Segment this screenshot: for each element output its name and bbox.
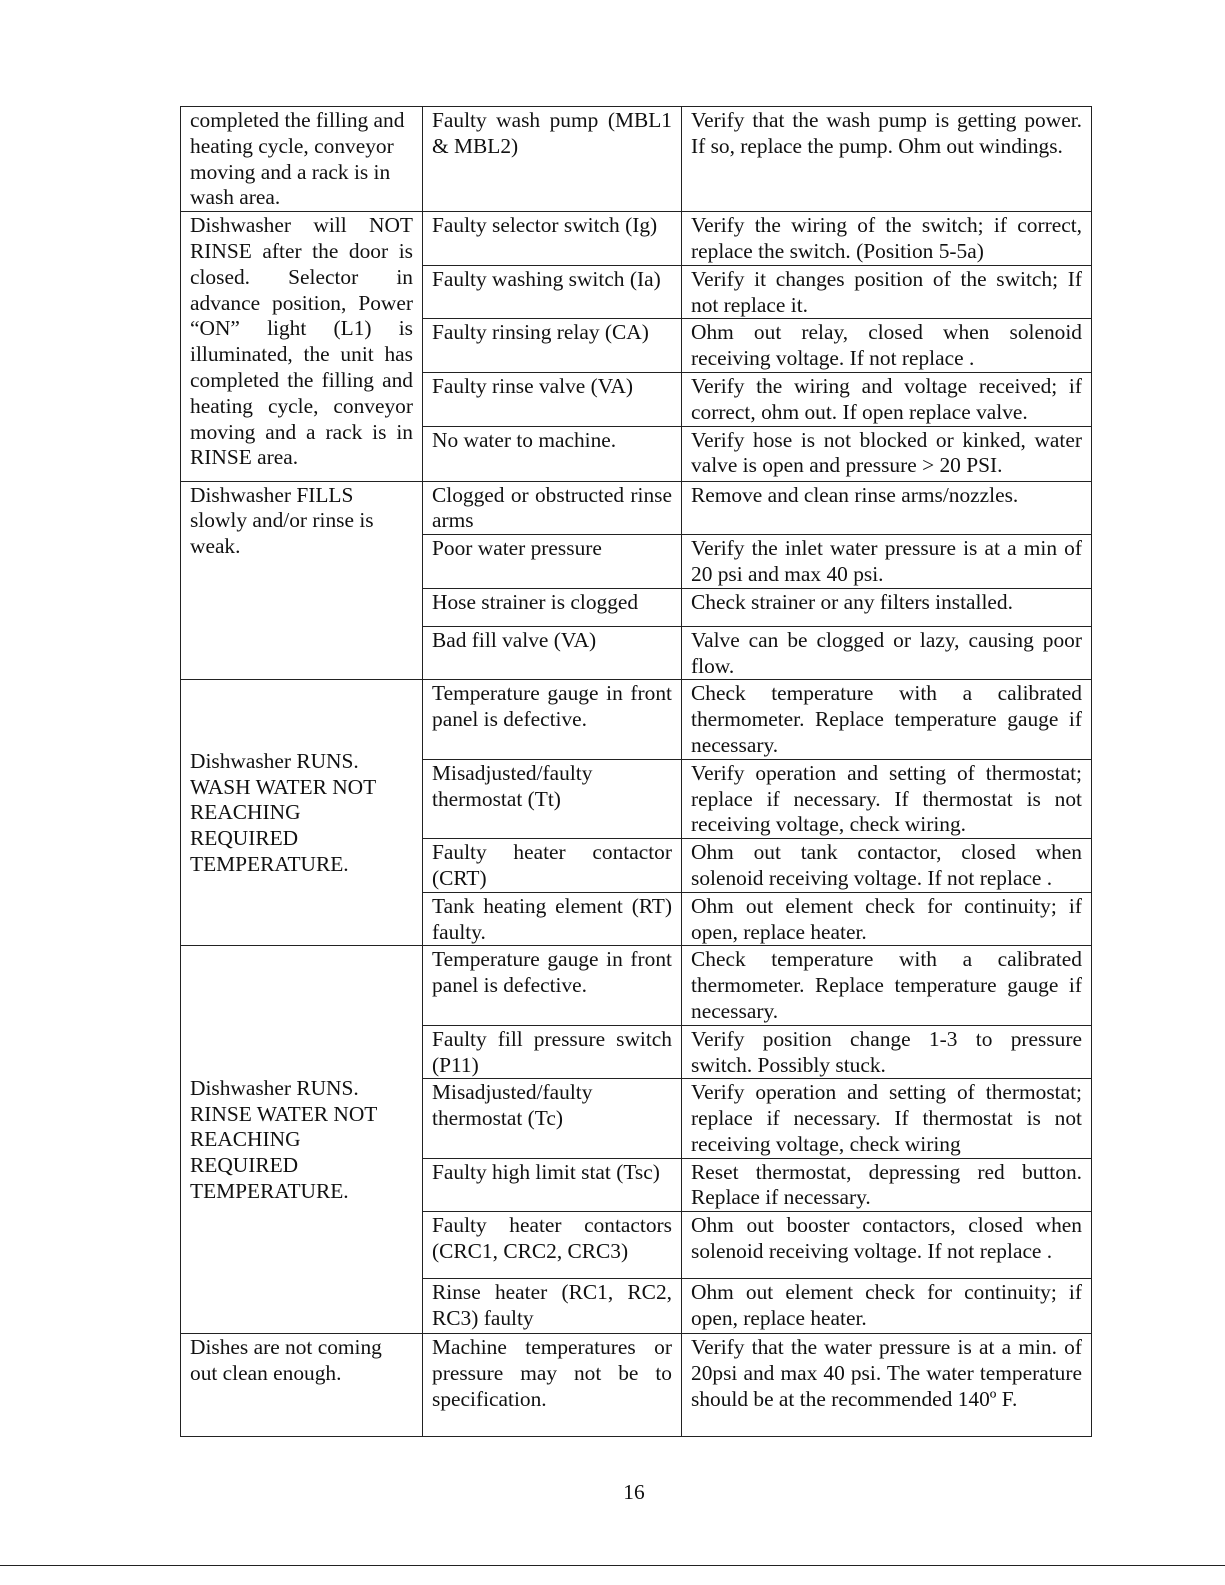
cause-cell: Faulty rinse valve (VA) (423, 372, 682, 426)
table-row (181, 680, 1092, 759)
table-row (181, 946, 1092, 1025)
page-bottom-rule (0, 1565, 1225, 1566)
solution-cell: Verify the wiring and voltage received; if correct, ohm out. If open replace valve. (682, 372, 1092, 426)
solution-cell: Verify the wiring of the switch; if correct, replace the switch. (Position 5-5a) (682, 212, 1092, 266)
solution-cell: Ohm out booster contactors, closed when solenoid receiving voltage. If not replace . (682, 1212, 1092, 1279)
solution-cell: Check temperature with a calibrated thermometer. Replace temperature gauge if necessary. (682, 946, 1092, 1025)
cause-cell: Temperature gauge in front panel is defective. (423, 680, 682, 759)
cause-cell: Bad fill valve (VA) (423, 626, 682, 680)
table-row (181, 481, 1092, 535)
cause-cell: Faulty heater contactor (CRT) (423, 839, 682, 893)
cause-cell: Faulty rinsing relay (CA) (423, 319, 682, 373)
cause-cell: Faulty selector switch (Ig) (423, 212, 682, 266)
solution-cell: Verify the inlet water pressure is at a min of 20 psi and max 40 psi. (682, 535, 1092, 589)
cause-cell: Misadjusted/faulty thermostat (Tt) (423, 759, 682, 838)
solution-cell: Verify hose is not blocked or kinked, water valve is open and pressure > 20 PSI. (682, 426, 1092, 481)
problem-cell: completed the filling and heating cycle, conveyor moving and a rack is in wash area. (181, 107, 423, 212)
solution-cell: Check temperature with a calibrated thermometer. Replace temperature gauge if necessary. (682, 680, 1092, 759)
cause-cell: Hose strainer is clogged (423, 588, 682, 626)
problem-cell: Dishes are not coming out clean enough. (181, 1334, 423, 1437)
solution-cell: Remove and clean rinse arms/nozzles. (682, 481, 1092, 535)
solution-cell: Verify that the wash pump is getting power. If so, replace the pump. Ohm out windings. (682, 107, 1092, 212)
solution-cell: Ohm out relay, closed when solenoid receiving voltage. If not replace . (682, 319, 1092, 373)
cause-cell: Faulty wash pump (MBL1 & MBL2) (423, 107, 682, 212)
problem-cell: Dishwasher will NOT RINSE after the door is closed. Selector in advance position, Power “ON” light (L1) is illuminated, the unit has completed the filling and heating cycle, conveyor moving and a rack is in RINSE area. (181, 212, 423, 481)
solution-cell: Verify it changes position of the switch; If not replace it. (682, 265, 1092, 319)
page-number: 16 (623, 1480, 645, 1504)
table-row (181, 107, 1092, 212)
cause-cell: Temperature gauge in front panel is defective. (423, 946, 682, 1025)
solution-cell: Verify operation and setting of thermostat; replace if necessary. If thermostat is not receiving voltage, check wiring. (682, 759, 1092, 838)
solution-cell: Ohm out tank contactor, closed when solenoid receiving voltage. If not replace . (682, 839, 1092, 893)
cause-cell: Faulty washing switch (Ia) (423, 265, 682, 319)
solution-cell: Valve can be clogged or lazy, causing poor flow. (682, 626, 1092, 680)
problem-cell: Dishwasher FILLS slowly and/or rinse is weak. (181, 481, 423, 680)
cause-cell: Faulty fill pressure switch (P11) (423, 1025, 682, 1079)
cause-cell: No water to machine. (423, 426, 682, 481)
problem-cell: Dishwasher RUNS. RINSE WATER NOT REACHING REQUIRED TEMPERATURE. (181, 946, 423, 1334)
troubleshooting-table (180, 106, 1092, 1437)
solution-cell: Ohm out element check for continuity; if open, replace heater. (682, 892, 1092, 946)
cause-cell: Faulty high limit stat (Tsc) (423, 1158, 682, 1212)
solution-cell: Reset thermostat, depressing red button. Replace if necessary. (682, 1158, 1092, 1212)
solution-cell: Verify that the water pressure is at a min. of 20psi and max 40 psi. The water temperature should be at the recommended 140º F. (682, 1334, 1092, 1437)
cause-cell: Machine temperatures or pressure may not be to specification. (423, 1334, 682, 1437)
cause-cell: Clogged or obstructed rinse arms (423, 481, 682, 535)
cause-cell: Rinse heater (RC1, RC2, RC3) faulty (423, 1279, 682, 1334)
table-row (181, 212, 1092, 266)
cause-cell: Faulty heater contactors (CRC1, CRC2, CRC3) (423, 1212, 682, 1279)
solution-cell: Check strainer or any filters installed. (682, 588, 1092, 626)
solution-cell: Verify operation and setting of thermostat; replace if necessary. If thermostat is not receiving voltage, check wiring (682, 1079, 1092, 1158)
problem-cell: Dishwasher RUNS. WASH WATER NOT REACHING REQUIRED TEMPERATURE. (181, 680, 423, 946)
solution-cell: Verify position change 1-3 to pressure switch. Possibly stuck. (682, 1025, 1092, 1079)
cause-cell: Misadjusted/faulty thermostat (Tc) (423, 1079, 682, 1158)
table-row (181, 1334, 1092, 1437)
solution-cell: Ohm out element check for continuity; if open, replace heater. (682, 1279, 1092, 1334)
cause-cell: Tank heating element (RT) faulty. (423, 892, 682, 946)
cause-cell: Poor water pressure (423, 535, 682, 589)
